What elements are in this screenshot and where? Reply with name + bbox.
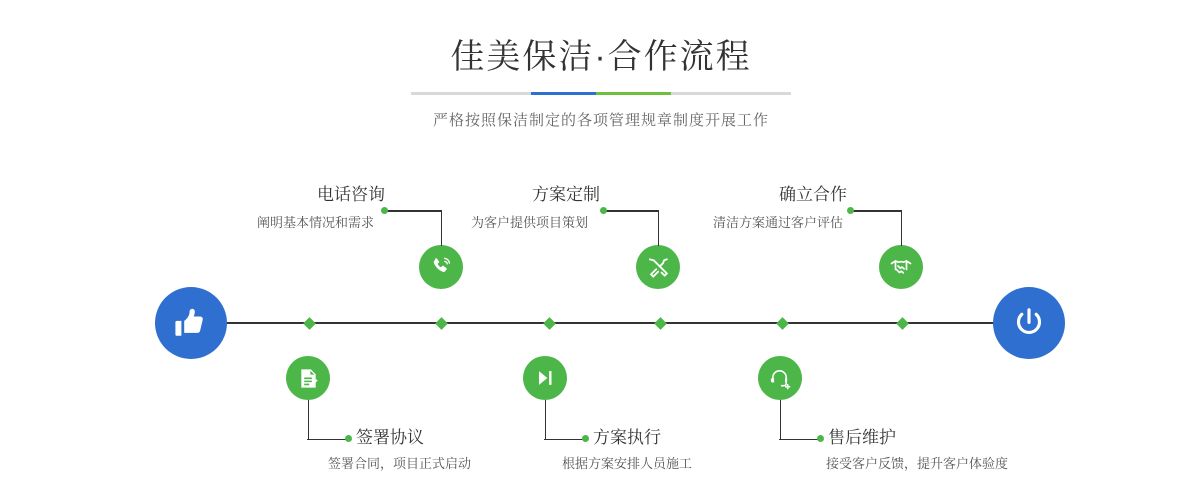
connector-horizontal-6: [779, 439, 821, 441]
step-name-6: 售后维护: [828, 428, 896, 447]
connector-horizontal-4: [544, 439, 586, 441]
step-desc-2: 签署合同，项目正式启动: [328, 456, 472, 471]
end-node: [993, 287, 1065, 359]
step-node-3: [636, 245, 680, 289]
play-forward-icon: [534, 367, 556, 389]
axis-marker: [654, 317, 667, 330]
document-edit-icon: [297, 367, 320, 390]
step-desc-6: 接受客户反馈，提升客户体验度: [826, 456, 1009, 471]
divider-segment-green: [596, 92, 671, 95]
step-name-2: 签署协议: [356, 428, 424, 447]
step-label-6: [828, 427, 896, 449]
step-desc-5: 清洁方案通过客户评估: [712, 215, 843, 230]
handshake-icon: [889, 255, 913, 279]
process-timeline: [0, 150, 1202, 502]
axis-marker: [435, 317, 448, 330]
step-desc-wrap-6: [826, 451, 1008, 474]
step-desc-wrap-3: [457, 210, 602, 233]
connector-vertical-3: [658, 210, 660, 246]
step-label-5: [720, 184, 847, 206]
step-desc-4: 根据方案安排人员施工: [562, 456, 693, 471]
connector-dot-4: [582, 435, 589, 442]
connector-dot-6: [817, 435, 824, 442]
connector-vertical-6: [780, 400, 782, 440]
divider-segment-blue: [531, 92, 596, 95]
page-header: [0, 34, 1202, 130]
divider-segment-gray-right: [671, 92, 791, 95]
page-title: 佳美保洁·合作流程: [450, 38, 752, 76]
connector-horizontal-3: [604, 210, 658, 212]
start-node: [155, 287, 227, 359]
connector-horizontal-5: [851, 210, 901, 212]
divider-segment-gray-left: [411, 92, 531, 95]
step-label-2: [356, 427, 424, 449]
step-label-4: [593, 427, 661, 449]
connector-vertical-1: [441, 210, 443, 246]
step-node-2: [286, 356, 330, 400]
step-node-6: [758, 356, 802, 400]
step-name-1: 电话咨询: [317, 185, 385, 204]
timeline-axis: [155, 322, 1055, 324]
headset-support-icon: [769, 367, 792, 390]
tools-icon: [647, 256, 670, 279]
connector-vertical-4: [545, 400, 547, 440]
step-desc-1: 阐明基本情况和需求: [256, 215, 374, 230]
page-subtitle: 严格按照保洁制定的各项管理规章制度开展工作: [432, 112, 769, 129]
axis-marker: [776, 317, 789, 330]
step-name-5: 确立合作: [779, 185, 847, 204]
power-icon: [1011, 305, 1047, 341]
step-node-4: [523, 356, 567, 400]
step-name-3: 方案定制: [532, 185, 600, 204]
step-node-1: [419, 245, 463, 289]
thumbs-up-icon: [174, 306, 208, 340]
phone-call-icon: [429, 255, 453, 279]
step-name-4: 方案执行: [593, 428, 661, 447]
step-label-1: [255, 184, 385, 206]
step-desc-wrap-2: [328, 451, 471, 474]
step-node-5: [879, 245, 923, 289]
connector-vertical-2: [308, 400, 310, 440]
connector-horizontal-2: [307, 439, 349, 441]
connector-vertical-5: [901, 210, 903, 246]
title-divider: [411, 92, 791, 95]
step-desc-wrap-1: [243, 210, 388, 233]
step-desc-3: 为客户提供项目策划: [470, 215, 588, 230]
step-label-3: [474, 184, 600, 206]
connector-horizontal-1: [385, 210, 441, 212]
connector-dot-2: [345, 435, 352, 442]
step-desc-wrap-5: [703, 210, 853, 233]
axis-marker: [896, 317, 909, 330]
step-desc-wrap-4: [562, 451, 692, 474]
axis-marker: [543, 317, 556, 330]
axis-marker: [303, 317, 316, 330]
